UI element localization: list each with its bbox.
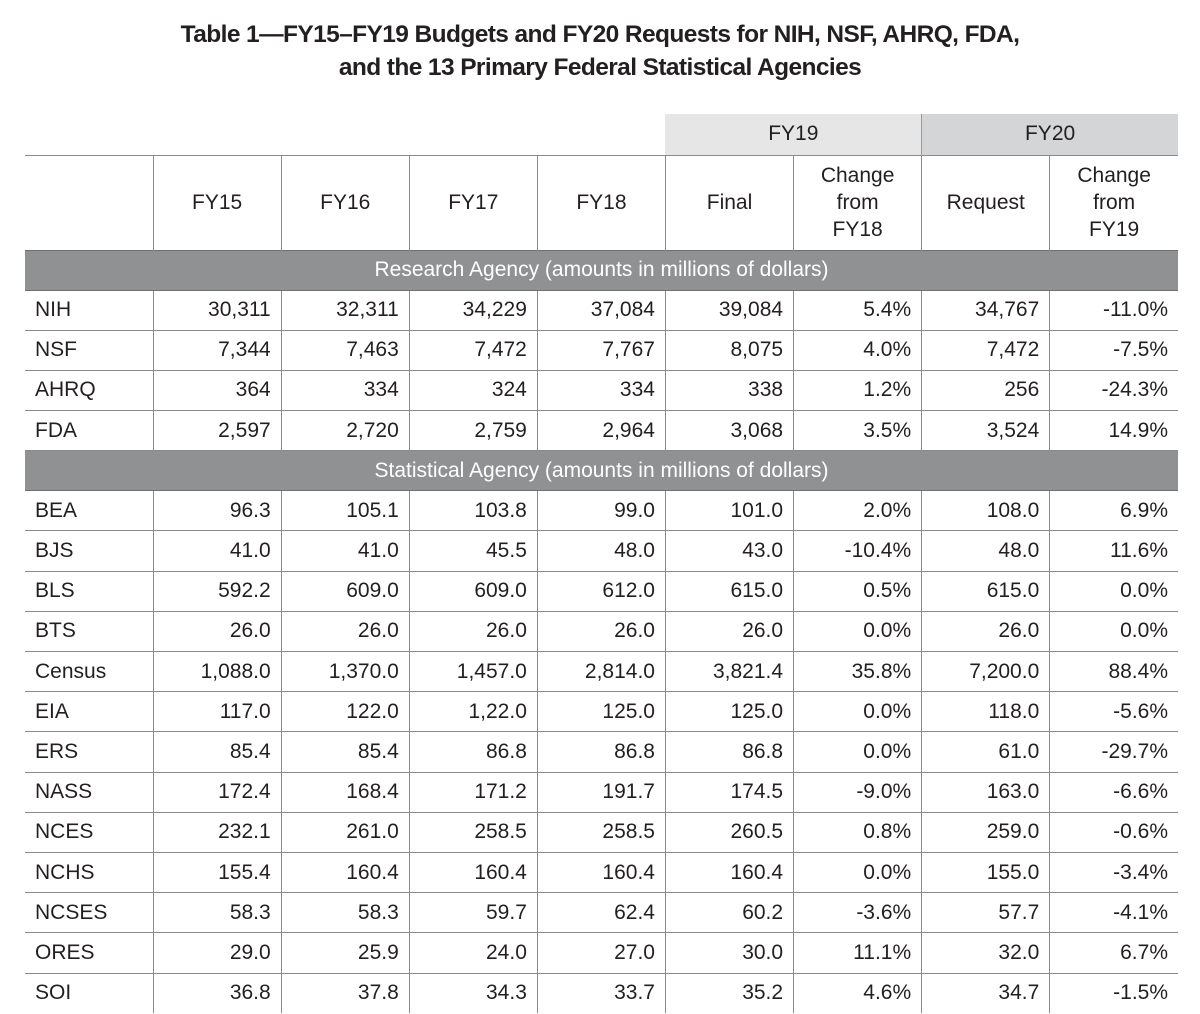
table-row	[25, 812, 1178, 852]
cell-fy18: 7,767	[537, 330, 665, 370]
table-row	[25, 893, 1178, 933]
cell-fy17: 103.8	[409, 491, 537, 531]
cell-fy17: 2,759	[409, 411, 537, 451]
column-header-fy16: FY16	[281, 155, 409, 250]
cell-fy16: 41.0	[281, 531, 409, 571]
cell-fy19-final: 86.8	[665, 732, 793, 772]
budget-table	[25, 114, 1178, 1013]
cell-fy17: 1,22.0	[409, 692, 537, 732]
cell-change-from-fy19: -0.6%	[1050, 812, 1178, 852]
column-header-line: from	[836, 191, 879, 214]
cell-agency: BEA	[25, 491, 153, 531]
cell-fy16: 32,311	[281, 290, 409, 330]
cell-fy18: 191.7	[537, 772, 665, 812]
cell-fy20-request: 32.0	[922, 933, 1050, 973]
cell-change-from-fy19: 14.9%	[1050, 411, 1178, 451]
table-body	[25, 250, 1178, 1013]
table-row	[25, 330, 1178, 370]
cell-agency: NASS	[25, 772, 153, 812]
cell-fy15: 30,311	[153, 290, 281, 330]
cell-fy20-request: 259.0	[922, 812, 1050, 852]
cell-fy19-final: 8,075	[665, 330, 793, 370]
cell-change-from-fy19: -1.5%	[1050, 973, 1178, 1013]
cell-fy20-request: 163.0	[922, 772, 1050, 812]
cell-change-from-fy19: -6.6%	[1050, 772, 1178, 812]
cell-change-from-fy19: -3.4%	[1050, 852, 1178, 892]
column-header-fy17: FY17	[409, 155, 537, 250]
table-row	[25, 732, 1178, 772]
cell-change-from-fy18: 1.2%	[794, 370, 922, 410]
cell-fy18: 99.0	[537, 491, 665, 531]
cell-fy16: 334	[281, 370, 409, 410]
cell-fy19-final: 174.5	[665, 772, 793, 812]
column-header-change-from-fy19	[1050, 155, 1178, 250]
table-title-line-1: Table 1—FY15–FY19 Budgets and FY20 Requests for NIH, NSF, AHRQ, FDA,	[180, 21, 1020, 48]
cell-fy17: 45.5	[409, 531, 537, 571]
header-row	[25, 155, 1178, 250]
cell-fy15: 96.3	[153, 491, 281, 531]
cell-fy16: 122.0	[281, 692, 409, 732]
cell-fy18: 160.4	[537, 852, 665, 892]
cell-change-from-fy19: 6.9%	[1050, 491, 1178, 531]
cell-fy17: 26.0	[409, 611, 537, 651]
cell-fy16: 25.9	[281, 933, 409, 973]
cell-agency: BTS	[25, 611, 153, 651]
cell-fy18: 27.0	[537, 933, 665, 973]
table-row	[25, 772, 1178, 812]
cell-fy16: 7,463	[281, 330, 409, 370]
cell-change-from-fy19: -11.0%	[1050, 290, 1178, 330]
cell-agency: NIH	[25, 290, 153, 330]
cell-change-from-fy18: 2.0%	[794, 491, 922, 531]
cell-fy20-request: 3,524	[922, 411, 1050, 451]
cell-fy15: 232.1	[153, 812, 281, 852]
cell-fy15: 29.0	[153, 933, 281, 973]
table-row	[25, 290, 1178, 330]
cell-change-from-fy18: 0.0%	[794, 732, 922, 772]
cell-fy18: 612.0	[537, 571, 665, 611]
cell-agency: NCSES	[25, 893, 153, 933]
cell-change-from-fy19: 88.4%	[1050, 652, 1178, 692]
cell-fy19-final: 3,821.4	[665, 652, 793, 692]
cell-fy17: 160.4	[409, 852, 537, 892]
cell-fy16: 1,370.0	[281, 652, 409, 692]
cell-fy15: 2,597	[153, 411, 281, 451]
cell-change-from-fy18: 0.8%	[794, 812, 922, 852]
header-group-blank	[25, 114, 665, 155]
cell-fy18: 62.4	[537, 893, 665, 933]
section-band	[25, 451, 1178, 491]
cell-fy15: 1,088.0	[153, 652, 281, 692]
cell-fy18: 86.8	[537, 732, 665, 772]
table-row	[25, 370, 1178, 410]
header-group-fy20: FY20	[922, 114, 1178, 155]
cell-change-from-fy18: 0.0%	[794, 852, 922, 892]
cell-fy17: 1,457.0	[409, 652, 537, 692]
cell-fy20-request: 48.0	[922, 531, 1050, 571]
cell-change-from-fy18: 0.0%	[794, 692, 922, 732]
cell-fy17: 86.8	[409, 732, 537, 772]
cell-fy15: 172.4	[153, 772, 281, 812]
cell-fy20-request: 155.0	[922, 852, 1050, 892]
cell-change-from-fy19: -7.5%	[1050, 330, 1178, 370]
table-row	[25, 491, 1178, 531]
cell-fy16: 37.8	[281, 973, 409, 1013]
cell-agency: ERS	[25, 732, 153, 772]
cell-fy19-final: 26.0	[665, 611, 793, 651]
cell-agency: BLS	[25, 571, 153, 611]
cell-change-from-fy18: -9.0%	[794, 772, 922, 812]
cell-fy16: 168.4	[281, 772, 409, 812]
cell-change-from-fy18: 0.0%	[794, 611, 922, 651]
column-header-fy15: FY15	[153, 155, 281, 250]
column-header-line: Change	[820, 164, 895, 187]
cell-fy18: 2,814.0	[537, 652, 665, 692]
table-row	[25, 571, 1178, 611]
cell-fy19-final: 160.4	[665, 852, 793, 892]
cell-fy18: 2,964	[537, 411, 665, 451]
cell-fy17: 24.0	[409, 933, 537, 973]
cell-agency: AHRQ	[25, 370, 153, 410]
cell-change-from-fy19: 0.0%	[1050, 611, 1178, 651]
cell-fy20-request: 26.0	[922, 611, 1050, 651]
column-header-line: Change	[1077, 164, 1151, 187]
cell-fy20-request: 108.0	[922, 491, 1050, 531]
section-label: Research Agency (amounts in millions of dollars)	[25, 250, 1178, 290]
cell-fy15: 117.0	[153, 692, 281, 732]
table-row	[25, 652, 1178, 692]
cell-change-from-fy19: 11.6%	[1050, 531, 1178, 571]
cell-fy19-final: 30.0	[665, 933, 793, 973]
cell-agency: EIA	[25, 692, 153, 732]
cell-fy19-final: 260.5	[665, 812, 793, 852]
cell-fy20-request: 7,200.0	[922, 652, 1050, 692]
cell-fy18: 48.0	[537, 531, 665, 571]
cell-fy17: 34.3	[409, 973, 537, 1013]
cell-agency: FDA	[25, 411, 153, 451]
cell-fy19-final: 60.2	[665, 893, 793, 933]
table-row	[25, 611, 1178, 651]
cell-change-from-fy19: -4.1%	[1050, 893, 1178, 933]
table-row	[25, 692, 1178, 732]
cell-fy20-request: 118.0	[922, 692, 1050, 732]
table-row	[25, 531, 1178, 571]
cell-fy17: 324	[409, 370, 537, 410]
cell-fy19-final: 3,068	[665, 411, 793, 451]
cell-fy17: 609.0	[409, 571, 537, 611]
cell-fy17: 7,472	[409, 330, 537, 370]
cell-fy18: 37,084	[537, 290, 665, 330]
cell-fy18: 33.7	[537, 973, 665, 1013]
cell-fy17: 258.5	[409, 812, 537, 852]
column-header-change-from-fy18	[794, 155, 922, 250]
cell-fy19-final: 39,084	[665, 290, 793, 330]
cell-fy15: 36.8	[153, 973, 281, 1013]
column-header-line: from	[1093, 191, 1136, 214]
cell-fy15: 364	[153, 370, 281, 410]
cell-fy18: 334	[537, 370, 665, 410]
cell-fy18: 258.5	[537, 812, 665, 852]
cell-change-from-fy18: 4.6%	[794, 973, 922, 1013]
cell-fy19-final: 615.0	[665, 571, 793, 611]
cell-agency: NSF	[25, 330, 153, 370]
cell-fy15: 85.4	[153, 732, 281, 772]
cell-fy17: 34,229	[409, 290, 537, 330]
cell-fy19-final: 125.0	[665, 692, 793, 732]
cell-change-from-fy18: 0.5%	[794, 571, 922, 611]
cell-fy16: 609.0	[281, 571, 409, 611]
cell-change-from-fy19: -5.6%	[1050, 692, 1178, 732]
cell-change-from-fy18: 3.5%	[794, 411, 922, 451]
cell-fy15: 58.3	[153, 893, 281, 933]
table-title-line-2: and the 13 Primary Federal Statistical Agencies	[338, 54, 862, 81]
cell-change-from-fy18: 11.1%	[794, 933, 922, 973]
table-row	[25, 411, 1178, 451]
cell-change-from-fy19: -29.7%	[1050, 732, 1178, 772]
column-header-fy20-request: Request	[922, 155, 1050, 250]
cell-fy20-request: 7,472	[922, 330, 1050, 370]
cell-change-from-fy19: 6.7%	[1050, 933, 1178, 973]
cell-fy20-request: 34.7	[922, 973, 1050, 1013]
cell-fy18: 26.0	[537, 611, 665, 651]
cell-change-from-fy18: 4.0%	[794, 330, 922, 370]
cell-fy15: 155.4	[153, 852, 281, 892]
cell-change-from-fy19: 0.0%	[1050, 571, 1178, 611]
table-row	[25, 973, 1178, 1013]
section-label: Statistical Agency (amounts in millions of dollars)	[25, 451, 1178, 491]
cell-fy19-final: 338	[665, 370, 793, 410]
cell-fy18: 125.0	[537, 692, 665, 732]
column-header-line: FY18	[832, 218, 883, 241]
cell-agency: Census	[25, 652, 153, 692]
cell-fy15: 26.0	[153, 611, 281, 651]
cell-agency: SOI	[35, 981, 72, 1005]
cell-change-from-fy18: 5.4%	[794, 290, 922, 330]
cell-fy16: 160.4	[281, 852, 409, 892]
cell-fy20-request: 34,767	[922, 290, 1050, 330]
cell-agency: ORES	[25, 933, 153, 973]
cell-fy15: 41.0	[153, 531, 281, 571]
cell-agency: BJS	[25, 531, 153, 571]
cell-fy19-final: 43.0	[665, 531, 793, 571]
cell-fy20-request: 615.0	[922, 571, 1050, 611]
cell-fy19-final: 101.0	[665, 491, 793, 531]
cell-fy15: 592.2	[153, 571, 281, 611]
cell-fy16: 2,720	[281, 411, 409, 451]
cell-change-from-fy18: -10.4%	[794, 531, 922, 571]
header-group-fy19: FY19	[665, 114, 921, 155]
cell-fy19-final: 35.2	[665, 973, 793, 1013]
cell-fy16: 58.3	[281, 893, 409, 933]
table-title	[0, 18, 1200, 84]
cell-change-from-fy18: -3.6%	[794, 893, 922, 933]
table-row	[25, 933, 1178, 973]
cell-fy16: 105.1	[281, 491, 409, 531]
column-header-fy18: FY18	[537, 155, 665, 250]
cell-fy16: 261.0	[281, 812, 409, 852]
cell-fy20-request: 256	[922, 370, 1050, 410]
cell-agency: NCHS	[25, 852, 153, 892]
cell-agency: NCES	[25, 812, 153, 852]
cell-fy20-request: 57.7	[922, 893, 1050, 933]
cell-fy20-request: 61.0	[922, 732, 1050, 772]
section-band	[25, 250, 1178, 290]
cell-fy17: 171.2	[409, 772, 537, 812]
column-header-fy19-final: Final	[665, 155, 793, 250]
table-row	[25, 852, 1178, 892]
cell-change-from-fy19: -24.3%	[1050, 370, 1178, 410]
cell-fy16: 85.4	[281, 732, 409, 772]
cell-fy16: 26.0	[281, 611, 409, 651]
cell-change-from-fy18: 35.8%	[794, 652, 922, 692]
column-header-line: FY19	[1089, 218, 1140, 241]
header-group-row	[25, 114, 1178, 155]
column-header-agency	[25, 155, 153, 250]
cell-fy17: 59.7	[409, 893, 537, 933]
cell-fy15: 7,344	[153, 330, 281, 370]
